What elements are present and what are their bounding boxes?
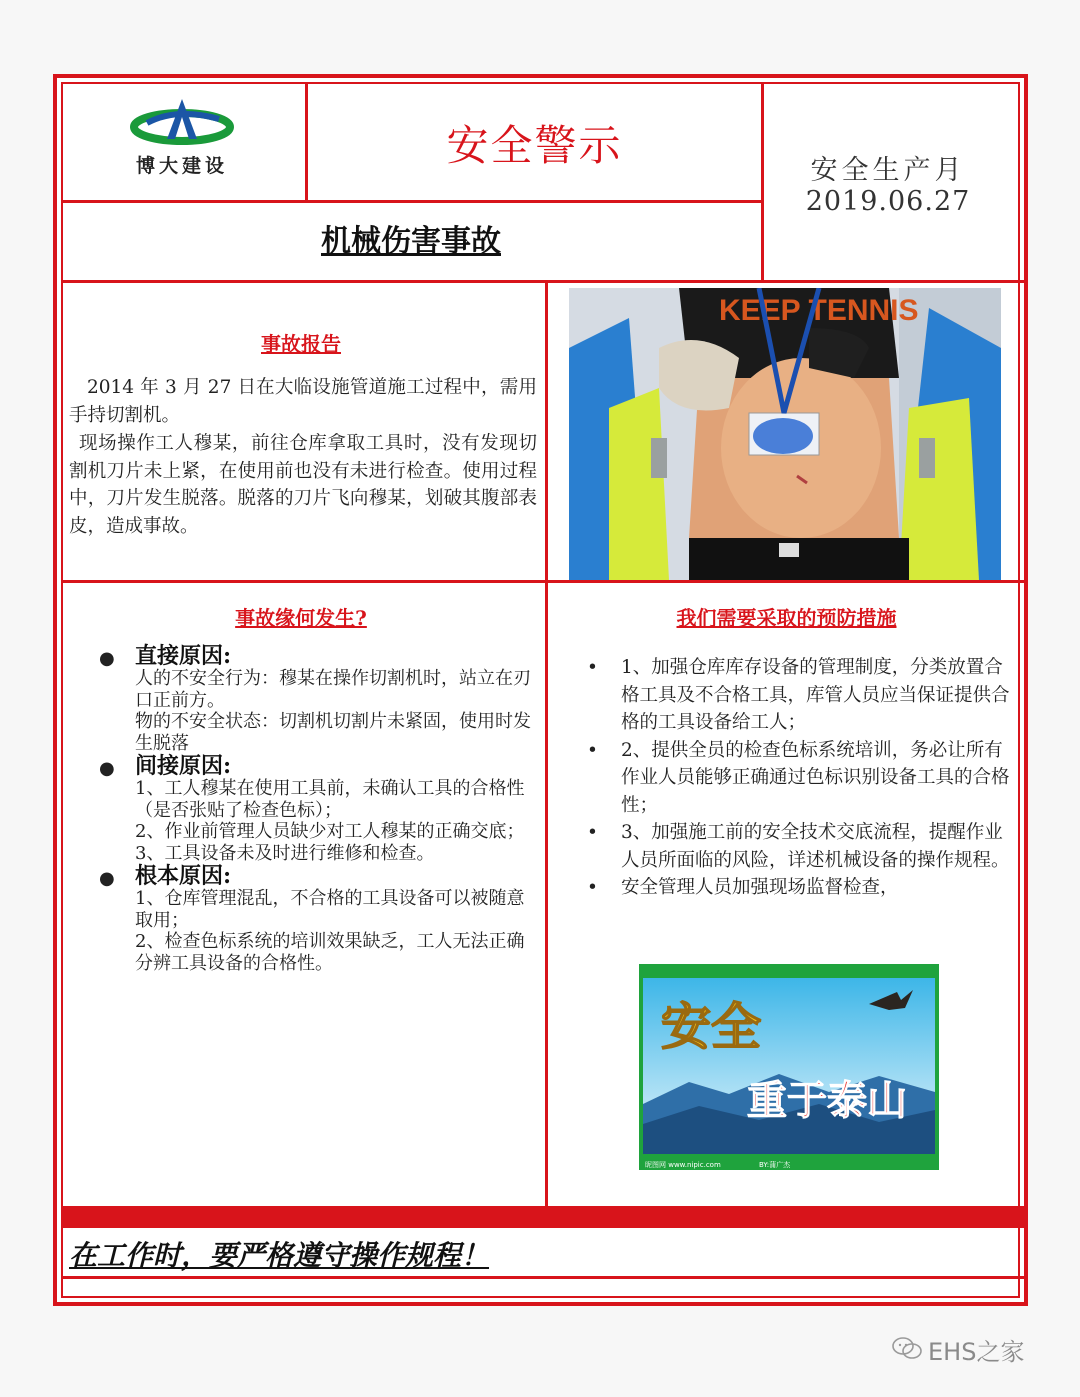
banner-line-1: 安全 [661,998,761,1056]
divider [61,580,1024,583]
measure-item [577,874,1017,902]
divider [61,200,763,203]
bullet-icon: • [587,739,598,761]
poster-title: 安全警示 [446,121,623,170]
watermark-label: EHS之家 [928,1338,1025,1366]
accident-subject: 机械伤害事故 [321,224,501,259]
logo-text: 博大建设 [135,155,228,177]
bullet-icon: ● [99,868,115,889]
footer-red-bar [61,1206,1024,1228]
footer-slogan: 在工作时，要严格遵守操作规程！ [69,1239,490,1272]
report-paragraph-1: 2014 年 3 月 27 日在大临设施管道施工过程中，需用手持切割机。 [69,377,537,426]
divider [61,280,1024,283]
measure-item [577,737,1017,820]
cause-line: 1、工人穆某在使用工具前，未确认工具的合格性（是否张贴了检查色标）； [135,778,525,821]
cause-line: 1、仓库管理混乱，不合格的工具设备可以被随意取用； [135,888,525,931]
measures-heading: 我们需要采取的预防措施 [676,606,897,630]
bullet-icon: • [587,657,598,678]
safety-poster [53,74,1028,1306]
cause-line: 物的不安全状态：切割机切割片未紧固，使用时发生脱落 [135,711,531,754]
report-heading: 事故报告 [261,332,341,356]
bullet-icon: ● [99,758,115,779]
injury-photo-image [569,288,1001,580]
banner-line-2: 重于泰山 [747,1078,907,1124]
cause-group-title: 直接原因: [135,643,232,669]
cause-line: 3、工具设备未及时进行维修和检查。 [135,842,435,864]
banner-footer-left: 昵图网 www.nipic.com [645,1161,721,1169]
measure-text: 2、提供全员的检查色标系统培训，务必让所有作业人员能够正确通过色标识别设备工具的合格性； [621,739,1010,816]
watermark-text [928,1332,1024,1367]
cause-line: 人的不安全行为：穆某在操作切割机时，站立在刃口正前方。 [135,668,531,711]
cause-group-title: 间接原因: [135,753,232,779]
safety-banner [639,964,939,1170]
campaign-label: 安全生产月 [810,155,966,186]
bullet-icon: ● [99,648,115,669]
company-logo [127,93,237,183]
measures-list [577,654,1017,902]
cause-line: 2、作业前管理人员缺少对工人穆某的正确交底； [135,821,525,842]
logo-emblem-icon [127,93,237,153]
bullet-icon: • [587,877,598,898]
divider [545,280,548,1208]
bullet-icon: • [587,822,598,843]
measure-item [577,654,1017,737]
banner-footer-mid: BY:蒲广杰 [759,1161,791,1169]
causes-heading: 事故缘何发生? [235,606,367,630]
wechat-icon [892,1335,922,1361]
cause-group [87,754,537,864]
measure-item [577,819,1017,874]
causes-list [87,644,537,974]
shirt-text: KEEP TENNIS [719,294,919,327]
measure-text: 安全管理人员加强现场监督检查， [621,877,899,898]
divider [61,1276,1024,1279]
cause-group-title: 根本原因: [135,863,232,889]
report-paragraph-2: 现场操作工人穆某，前往仓库拿取工具时，没有发现切割机刀片未上紧，在使用前也没有未进行检查。使用过程中，刀片发生脱落。脱落的刀片飞向穆某，划破其腹部表皮，造成事故。 [69,433,537,537]
cause-line: 2、检查色标系统的培训效果缺乏，工人无法正确分辨工具设备的合格性。 [135,931,525,974]
poster-date: 2019.06.27 [805,186,971,217]
cause-group [87,644,537,754]
safety-banner-image [639,964,939,1170]
cause-group [87,864,537,974]
measure-text: 1、加强仓库库存设备的管理制度，分类放置合格工具及不合格工具，库管人员应当保证提供合格的工具设备给工人； [621,657,1010,733]
measure-text: 3、加强施工前的安全技术交底流程，提醒作业人员所面临的风险，详述机械设备的操作规程。 [621,822,1010,871]
injury-photo [569,288,1001,580]
